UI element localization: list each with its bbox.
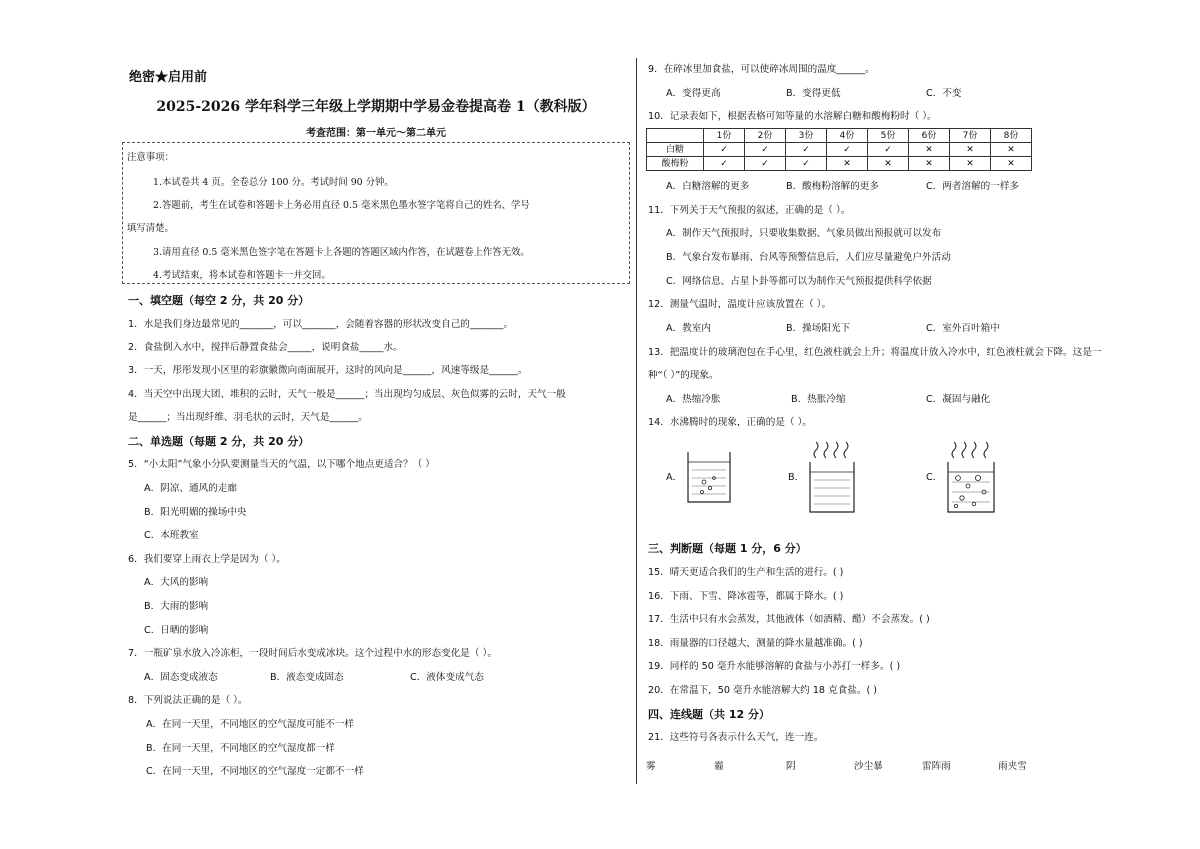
- notice-box: [122, 142, 630, 284]
- option-label: A．: [666, 472, 683, 483]
- option: B．热胀冷缩: [791, 394, 846, 405]
- table-cell: ✕: [991, 157, 1032, 171]
- weather-label: 霾: [714, 761, 724, 772]
- option: A．阴凉、通风的走廊: [144, 483, 237, 494]
- question-line: 20．在常温下，50 毫升水能溶解大约 18 克食盐。( ): [648, 685, 877, 696]
- option: C．网络信息、占星卜卦等都可以为制作天气预报提供科学依据: [666, 276, 932, 287]
- option: C．本班教室: [144, 530, 199, 541]
- table-cell: 酸梅粉: [647, 157, 704, 171]
- notice-item: 3.请用直径 0.5 毫米黑色签字笔在答题卡上各题的答题区域内作答，在试题卷上作答无效。: [153, 247, 530, 258]
- question-line: 15．晴天更适合我们的生产和生活的进行。( ): [648, 567, 844, 578]
- weather-label: 雾: [646, 761, 656, 772]
- section-heading: 二、单选题（每题 2 分，共 20 分）: [128, 435, 310, 448]
- question-line: 7．一瓶矿泉水放入冷冻柜，一段时间后水变成冰块。这个过程中水的形态变化是（ ）。: [128, 648, 497, 659]
- weather-label: 阴: [786, 761, 796, 772]
- question-line: 12．测量气温时，温度计应该放置在（ ）。: [648, 299, 832, 310]
- table-cell: 8份: [991, 129, 1032, 143]
- table-cell: ✕: [991, 143, 1032, 157]
- exam-title: 2025-2026 学年科学三年级上学期期中学易金卷提高卷 1（教科版）: [156, 99, 596, 115]
- table-cell: 2份: [745, 129, 786, 143]
- table-cell: 4份: [827, 129, 868, 143]
- option: B．阳光明媚的操场中央: [144, 507, 247, 518]
- question-line: 18．雨量器的口径越大，测量的降水量越准确。( ): [648, 638, 863, 649]
- table-cell: 5份: [868, 129, 909, 143]
- question-line: 11．下列关于天气预报的叙述，正确的是（ ）。: [648, 205, 851, 216]
- option: C．在同一天里，不同地区的空气湿度一定都不一样: [146, 766, 364, 777]
- section-heading: 四、连线题（共 12 分）: [648, 708, 770, 721]
- notice-heading: 注意事项：: [127, 152, 174, 163]
- option: B．液态变成固态: [270, 672, 344, 683]
- table-cell: ✕: [909, 143, 950, 157]
- option: B．酸梅粉溶解的更多: [786, 181, 879, 192]
- table-cell: ✓: [786, 157, 827, 171]
- question-line: 16．下雨、下雪、降冰雹等，都属于降水。( ): [648, 591, 844, 602]
- option: B．大雨的影响: [144, 601, 209, 612]
- column-divider: [636, 58, 637, 784]
- question-line: 是______；当出现纤维、羽毛状的云时，天气是______。: [128, 412, 368, 423]
- confidential-mark: 绝密★启用前: [129, 70, 208, 85]
- question-line: 5．“小太阳”气象小分队要测量当天的气温，以下哪个地点更适合？（ ）: [128, 459, 435, 470]
- question-line: 21．这些符号各表示什么天气，连一连。: [648, 732, 824, 743]
- table-cell: ✓: [868, 143, 909, 157]
- notice-item: 填写清楚。: [127, 223, 174, 234]
- table-row: [647, 143, 1032, 157]
- table-cell: ✓: [704, 157, 745, 171]
- question-line: 8．下列说法正确的是（ ）。: [128, 695, 248, 706]
- notice-item: 4.考试结束，将本试卷和答题卡一并交回。: [153, 270, 331, 281]
- option: B．在同一天里，不同地区的空气湿度都一样: [146, 743, 335, 754]
- question-line: 19．同样的 50 毫升水能够溶解的食盐与小苏打一样多。( ): [648, 661, 901, 672]
- table-cell: ✕: [950, 157, 991, 171]
- beaker-c-icon: [942, 440, 1000, 516]
- question-line: 9．在碎冰里加食盐，可以使碎冰周围的温度______。: [648, 64, 875, 75]
- beaker-a-icon: [684, 448, 734, 506]
- weather-label: 雨夹雪: [998, 761, 1027, 772]
- option: C．液体变成气态: [410, 672, 484, 683]
- table-header-row: [647, 129, 1032, 143]
- table-cell: 7份: [950, 129, 991, 143]
- table-cell: ✓: [786, 143, 827, 157]
- beaker-b-icon: [804, 440, 860, 516]
- option: A．变得更高: [666, 88, 721, 99]
- question-line: 6．我们要穿上雨衣上学是因为（ ）。: [128, 554, 286, 565]
- option: C．凝固与融化: [926, 394, 991, 405]
- table-cell: ✕: [827, 157, 868, 171]
- question-line: 13．把温度计的玻璃泡包在手心里，红色液柱就会上升；将温度计放入冷水中，红色液柱就会下降。这是一: [648, 347, 1102, 358]
- option: C．日晒的影响: [144, 625, 209, 636]
- option: C．不变: [926, 88, 962, 99]
- table-cell: 白糖: [647, 143, 704, 157]
- weather-label: 雷阵雨: [922, 761, 951, 772]
- exam-scope: 考查范围：第一单元～第二单元: [306, 128, 446, 139]
- table-cell: ✓: [745, 157, 786, 171]
- table-row: [647, 157, 1032, 171]
- question-line: 3．一天，彤彤发现小区里的彩旗徽微向南面展开，这时的风向是______，风速等级是______。: [128, 365, 528, 376]
- option-label: C．: [926, 472, 943, 483]
- table-cell: 3份: [786, 129, 827, 143]
- table-cell: ✓: [827, 143, 868, 157]
- option: C．两者溶解的一样多: [926, 181, 1020, 192]
- weather-label: 沙尘暴: [854, 761, 883, 772]
- option: A．热缩冷胀: [666, 394, 721, 405]
- table-cell: 1份: [704, 129, 745, 143]
- question-line: 14．水沸腾时的现象，正确的是（ ）。: [648, 417, 812, 428]
- question-line: 10．记录表如下，根据表格可知等量的水溶解白糖和酸梅粉时（ ）。: [648, 111, 937, 122]
- table-cell: ✕: [868, 157, 909, 171]
- section-heading: 一、填空题（每空 2 分，共 20 分）: [128, 294, 310, 307]
- option: A．白糖溶解的更多: [666, 181, 750, 192]
- option: A．固态变成液态: [144, 672, 218, 683]
- option: A．在同一天里，不同地区的空气湿度可能不一样: [146, 719, 355, 730]
- option: C．室外百叶箱中: [926, 323, 1000, 334]
- table-cell: 6份: [909, 129, 950, 143]
- option: A．教室内: [666, 323, 711, 334]
- option: B．操场阳光下: [786, 323, 851, 334]
- question-line: 4．当天空中出现大团、堆积的云时，天气一般是______；当出现均匀成层、灰色似雾的云时，天气一般: [128, 389, 566, 400]
- table-cell: ✓: [704, 143, 745, 157]
- record-table: [646, 128, 1032, 171]
- option: B．变得更低: [786, 88, 841, 99]
- table-cell: ✕: [909, 157, 950, 171]
- question-line: 17．生活中只有水会蒸发，其他液体（如酒精、醋）不会蒸发。( ): [648, 614, 930, 625]
- option: A．大风的影响: [144, 577, 209, 588]
- question-line: 种“（ ）”的现象。: [648, 370, 719, 381]
- section-heading: 三、判断题（每题 1 分，6 分）: [648, 542, 807, 555]
- table-cell: ✕: [950, 143, 991, 157]
- notice-item: 2.答题前，考生在试卷和答题卡上务必用直径 0.5 毫米黑色墨水签字笔将自己的姓名、学号: [153, 200, 530, 211]
- question-line: 2．食盐倒入水中，搅拌后静置食盐会_____，说明食盐_____水。: [128, 342, 403, 353]
- notice-item: 1.本试卷共 4 页。全卷总分 100 分。考试时间 90 分钟。: [153, 177, 394, 188]
- question-line: 1．水是我们身边最常见的_______，可以_______，会随着容器的形状改变自己的_______。: [128, 319, 514, 330]
- option: A．制作天气预报时，只要收集数据、气象员做出预报就可以发布: [666, 228, 942, 239]
- table-cell: [647, 129, 704, 143]
- option-label: B．: [788, 472, 805, 483]
- table-cell: ✓: [745, 143, 786, 157]
- option: B．气象台发布暴雨、台风等预警信息后，人们应尽量避免户外活动: [666, 252, 951, 263]
